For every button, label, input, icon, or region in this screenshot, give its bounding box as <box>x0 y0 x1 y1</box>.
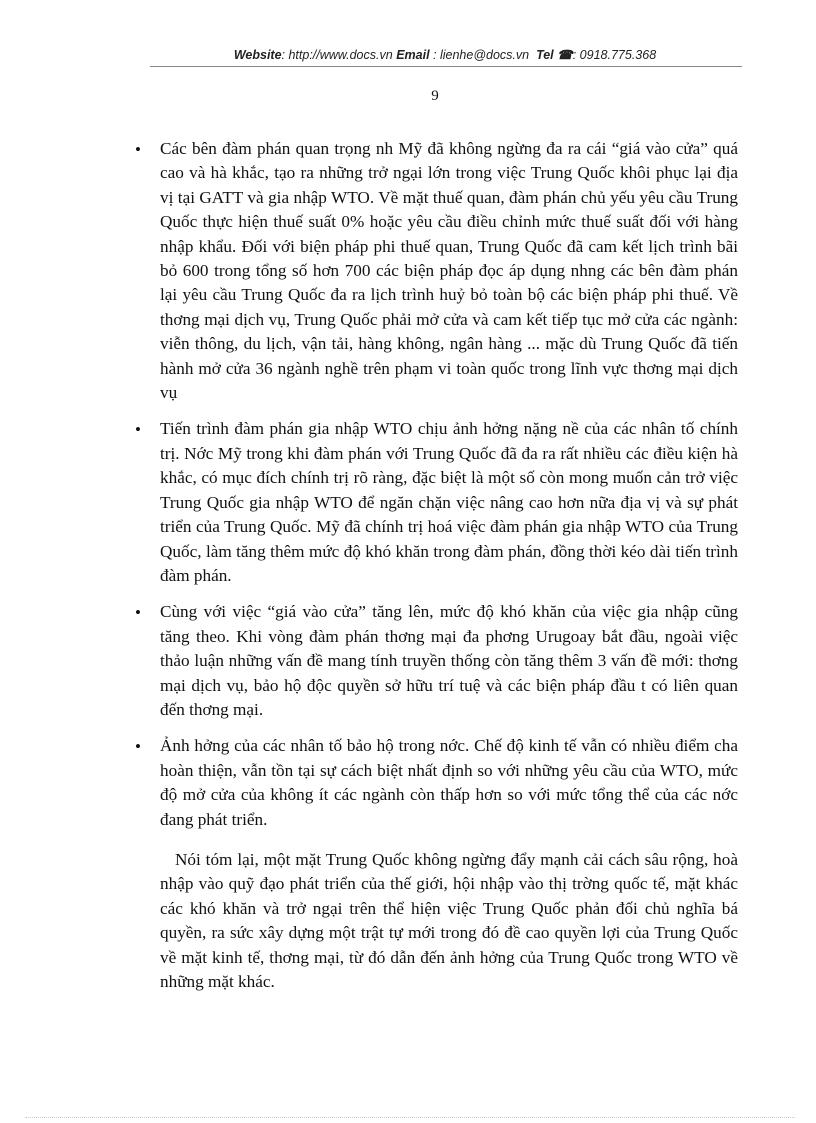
bullet-text: Cùng với việc “giá vào cửa” tăng lên, mức độ khó khăn của việc gia nhập cũng tăng theo. Khi vòng đàm phán thơng mại đa phơng Urugoay bắt đầu, ngoài việc thảo luận những vấn đề mang tính truyền thống còn tăng thêm 3 vấn đề mới: thơng mại dịch vụ, bảo hộ độc quyền sở hữu trí tuệ và các biện pháp đầu t có liên quan đến thơng mại. <box>160 602 738 719</box>
footer-divider <box>25 1117 795 1118</box>
page-header <box>150 47 740 62</box>
bullet-icon: • <box>135 737 141 757</box>
list-item <box>135 417 738 588</box>
document-body <box>135 137 738 994</box>
email-value[interactable]: : lienhe@docs.vn <box>433 48 530 62</box>
phone-icon: ☎ <box>557 48 573 62</box>
bullet-text: Tiến trình đàm phán gia nhập WTO chịu ảnh hởng nặng nề của các nhân tố chính trị. Nớc Mỹ trong khi đàm phán với Trung Quốc đã đa ra rất nhiều các điều kiện hà khắc, có mục đích chính trị rõ ràng, đặc biệt là một số còn mong muốn cản trở việc Trung Quốc gia nhập WTO để ngăn chặn việc nâng cao hơn nữa địa vị và sự phát triển của Trung Quốc. Mỹ đã chính trị hoá việc đàm phán gia nhập WTO của Trung Quốc, làm tăng thêm mức độ khó khăn trong đàm phán, đồng thời kéo dài tiến trình đàm phán. <box>160 419 738 585</box>
list-item <box>135 600 738 722</box>
bullet-icon: • <box>135 140 141 159</box>
bullet-text: Ảnh hởng của các nhân tố bảo hộ trong nớc. Chế độ kinh tế vẫn có nhiều điểm cha hoàn thiện, vẫn tồn tại sự cách biệt nhất định so với những yêu cầu của WTO, mức độ mở cửa của không ít các ngành còn thấp hơn so với mức tổng thể của các nớc đang phát triển. <box>160 736 738 829</box>
bullet-text: Các bên đàm phán quan trọng nh Mỹ đã không ngừng đa ra cái “giá vào cửa” quá cao và hà khắc, tạo ra những trở ngại lớn trong việc Trung Quốc khôi phục lại địa vị tại GATT và gia nhập WTO. Về mặt thuế quan, đàm phán chủ yếu yêu cầu Trung Quốc thực hiện thuế suất 0% hoặc yêu cầu điều chỉnh mức thuế suất đối với hàng nhập khẩu. Đối với biện pháp phi thuế quan, Trung Quốc đã cam kết lịch trình bãi bỏ 600 trong tổng số hơn 700 các biện pháp đọc áp dụng nhng các bên đàm phán lại yêu cầu Trung Quốc đa ra lịch trình huỷ bỏ toàn bộ các biện pháp phi thuế. Về thơng mại dịch vụ, Trung Quốc phải mở cửa và cam kết tiếp tục mở cửa các ngành: viễn thông, du lịch, vận tải, hàng không, ngân hàng ... mặc dù Trung Quốc đã tiến hành mở cửa 36 ngành nghề trên phạm vi toàn quốc trong lĩnh vực thơng mại dịch vụ <box>160 139 738 403</box>
page-number: 9 <box>431 88 439 104</box>
email-label: Email <box>396 48 430 62</box>
header-divider <box>150 66 742 67</box>
bullet-icon: • <box>135 420 141 440</box>
website-label: Website <box>233 48 282 62</box>
tel-label: Tel <box>536 48 554 62</box>
list-item <box>135 137 738 405</box>
closing-paragraph: Nói tóm lại, một mặt Trung Quốc không ngừng đẩy mạnh cải cách sâu rộng, hoà nhập vào quỹ đạo phát triển của thế giới, hội nhập vào thị trờng quốc tế, mặt khác các khó khăn và trở ngại trên thể hiện việc Trung Quốc phản đối chủ nghĩa bá quyền, ra sức xây dựng một trật tự mới trong đó đề cao quyền lợi của Trung Quốc về mặt kinh tế, thơng mại, từ đó dẫn đến ảnh hởng của Trung Quốc trong WTO về những mặt khác. <box>160 849 738 991</box>
tel-value: : 0918.775.368 <box>572 48 657 62</box>
list-item <box>135 734 738 832</box>
bullet-icon: • <box>135 603 141 623</box>
closing-section <box>160 848 738 994</box>
website-value[interactable]: : http://www.docs.vn <box>281 48 393 62</box>
